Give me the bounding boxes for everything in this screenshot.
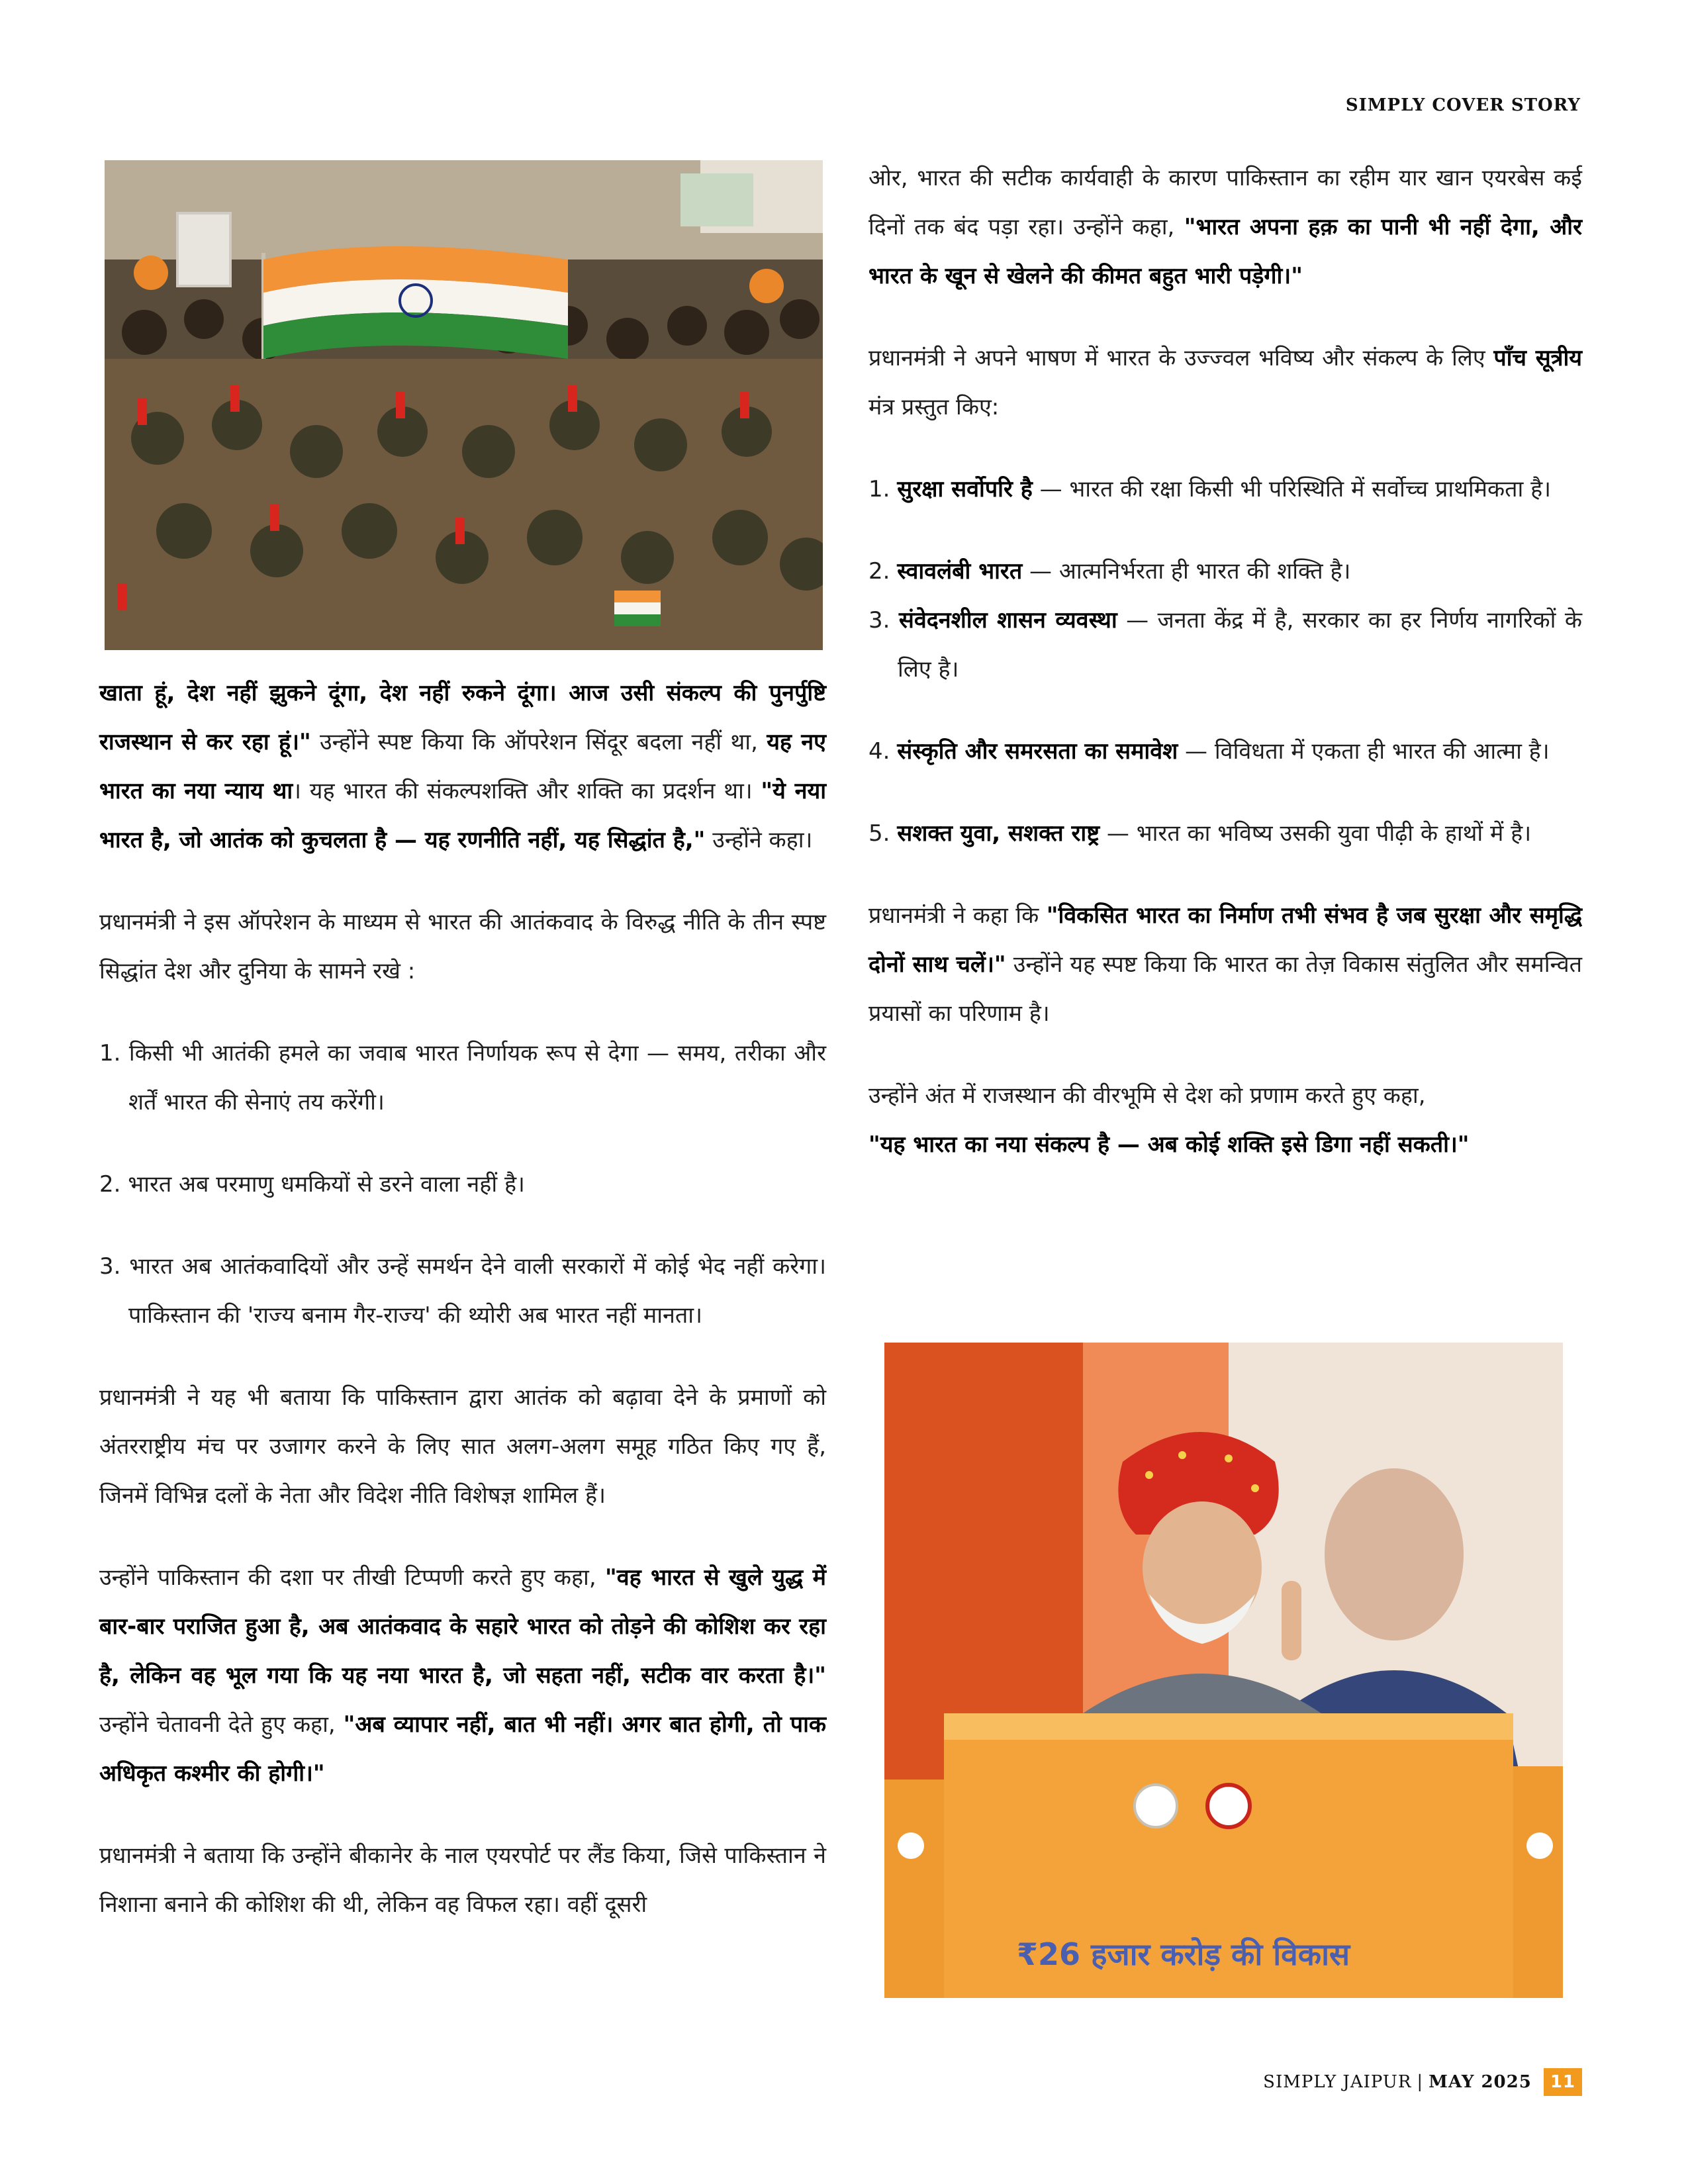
text-span: उन्होंने स्पष्ट किया कि ऑपरेशन सिंदूर बदला नहीं था, [310,729,767,755]
left-paragraph-1 [99,669,826,865]
list-title: सुरक्षा सर्वोपरि है [897,476,1033,502]
text-span: ओर, भारत की सटीक कार्यवाही के कारण पाकिस्तान का रहीम यार खान एयरबेस कई दिनों तक बंद पड़ा रहा। उन्होंने कहा, [868,165,1582,240]
issue-date: MAY 2025 [1429,2072,1532,2092]
list-text: — विविधता में एकता ही भारत की आत्मा है। [1178,738,1550,765]
principles-list [99,1029,826,1340]
page-footer [1263,2068,1582,2096]
section-label: SIMPLY COVER STORY [1345,95,1581,115]
right-paragraph-3 [868,891,1582,1038]
list-title: संवेदनशील शासन व्यवस्था [898,607,1117,634]
text-span: मंत्र प्रस्तुत किए: [868,394,1000,420]
speech-illustration [884,1343,1563,1998]
text-span: उन्होंने अंत में राजस्थान की वीरभूमि से देश को प्रणाम करते हुए कहा, [868,1082,1426,1109]
list-text: — जनता केंद्र में है, सरकार का हर निर्णय नागरिकों के लिए है। [898,607,1583,683]
text-span: प्रधानमंत्री ने अपने भाषण में भारत के उज्ज्वल भविष्य और संकल्प के लिए [868,345,1494,371]
crowd-photo [105,160,823,650]
left-paragraph-3: प्रधानमंत्री ने यह भी बताया कि पाकिस्तान द्वारा आतंक को बढ़ावा देने के प्रमाणों को अंतरराष्ट्रीय मंच पर उजागर करने के लिए सात अलग-अलग समूह गठित किए गए हैं, जिनमें विभिन्न दलों के नेता और विदेश नीति विशेषज्ञ शामिल हैं। [99,1384,826,1509]
list-item [868,809,1582,858]
list-item [868,596,1582,694]
text-span: प्रधानमंत्री ने कहा कि [868,902,1047,929]
quote-bold: "विकसित भारत का निर्माण तभी संभव है जब सुरक्षा और समृद्धि दोनों साथ चलें।" [868,902,1582,978]
text-span: उन्होंने कहा। [705,827,813,853]
list-number: 3. [868,607,899,634]
list-text: — आत्मनिर्भरता ही भारत की शक्ति है। [1022,558,1351,585]
list-item: 1. किसी भी आतंकी हमले का जवाब भारत निर्णायक रूप से देगा — समय, तरीका और शर्तें भारत की सेनाएं तय करेंगी। [99,1040,826,1116]
list-title: संस्कृति और समरसता का समावेश [897,738,1178,765]
list-number: 4. [868,738,898,765]
text-span: । यह भारत की संकल्पशक्ति और शक्ति का प्रदर्शन था। [293,778,761,804]
footer-separator: | [1417,2072,1424,2092]
emblem-icon [1135,1785,1177,1827]
left-paragraph-2: प्रधानमंत्री ने इस ऑपरेशन के माध्यम से भारत की आतंकवाद के विरुद्ध नीति के तीन स्पष्ट सिद्धांत देश और दुनिया के सामने रखे : [99,909,826,984]
page-number: 11 [1544,2068,1582,2096]
quote-bold: "भारत अपना हक़ का पानी भी नहीं देगा, और भारत के खून से खेलने की कीमत बहुत भारी पड़ेगी।" [868,214,1582,289]
right-paragraph-4 [868,1071,1582,1169]
list-title: सशक्त युवा, सशक्त राष्ट्र [897,820,1100,847]
list-text: — भारत की रक्षा किसी भी परिस्थिति में सर्वोच्च प्राथमिकता है। [1032,476,1552,502]
mantra-list [868,465,1582,858]
right-paragraph-1 [868,154,1582,301]
podium-banner-text: ₹26 हजार करोड़ की विकास [1017,1936,1350,1972]
text-span: उन्होंने चेतावनी देते हुए कहा, [99,1711,344,1738]
list-item [868,465,1582,514]
quote-bold: "यह भारत का नया संकल्प है — अब कोई शक्ति इसे डिगा नहीं सकती।" [868,1131,1470,1158]
quote-bold: "अब व्यापार नहीं, बात भी नहीं। अगर बात होगी, तो पाक अधिकृत कश्मीर की होगी।" [99,1711,826,1787]
list-number: 1. [868,476,898,502]
publication-name: SIMPLY JAIPUR [1263,2072,1412,2092]
list-item: 3. भारत अब आतंकवादियों और उन्हें समर्थन देने वाली सरकारों में कोई भेद नहीं करेगा। पाकिस्तान की 'राज्य बनाम गैर-राज्य' की थ्योरी अब भारत नहीं मानता। [99,1253,826,1329]
quote-bold: पाँच सूत्रीय [1493,345,1582,371]
text-span: उन्होंने यह स्पष्ट किया कि भारत का तेज़ विकास संतुलित और समन्वित प्रयासों का परिणाम है। [868,951,1583,1027]
text-span: उन्होंने पाकिस्तान की दशा पर तीखी टिप्पणी करते हुए कहा, [99,1564,606,1591]
railway-logo-icon [1207,1785,1250,1827]
left-paragraph-4 [99,1553,826,1798]
flag-icon [263,246,568,359]
list-item: 2. भारत अब परमाणु धमकियों से डरने वाला नहीं है। [99,1171,525,1198]
crowd-illustration [105,160,823,650]
quote-bold: "ये नया भारत है, जो आतंक को कुचलता है — यह रणनीति नहीं, यह सिद्धांत है," [99,778,827,853]
left-column [99,669,826,1929]
list-title: स्वावलंबी भारत [897,558,1023,585]
speech-photo [884,1343,1563,1998]
left-paragraph-5: प्रधानमंत्री ने बताया कि उन्होंने बीकानेर के नाल एयरपोर्ट पर लैंड किया, जिसे पाकिस्तान ने निशाना बनाने की कोशिश की थी, लेकिन वह विफल रहा। वहीं दूसरी [99,1842,826,1918]
list-number: 2. [868,558,898,585]
quote-bold: खाता हूं, देश नहीं झुकने दूंगा, देश नहीं रुकने दूंगा। आज उसी संकल्प की पुनर्पुष्टि राजस्थान से कर रहा हूं।" [99,680,826,755]
quote-bold: "वह भारत से खुले युद्ध में बार-बार पराजित हुआ है, अब आतंकवाद के सहारे भारत को तोड़ने की कोशिश कर रहा है, लेकिन वह भूल गया कि यह नया भारत है, जो सहता नहीं, सटीक वार करता है।" [99,1564,826,1689]
right-column [868,154,1582,1169]
list-number: 5. [868,820,898,847]
list-item [868,547,1582,596]
list-text: — भारत का भविष्य उसकी युवा पीढ़ी के हाथों में है। [1100,820,1532,847]
quote-bold: यह नए भारत का नया न्याय था [99,729,826,804]
small-flag-icon [614,591,661,626]
right-paragraph-2 [868,334,1582,432]
list-item [868,727,1582,776]
